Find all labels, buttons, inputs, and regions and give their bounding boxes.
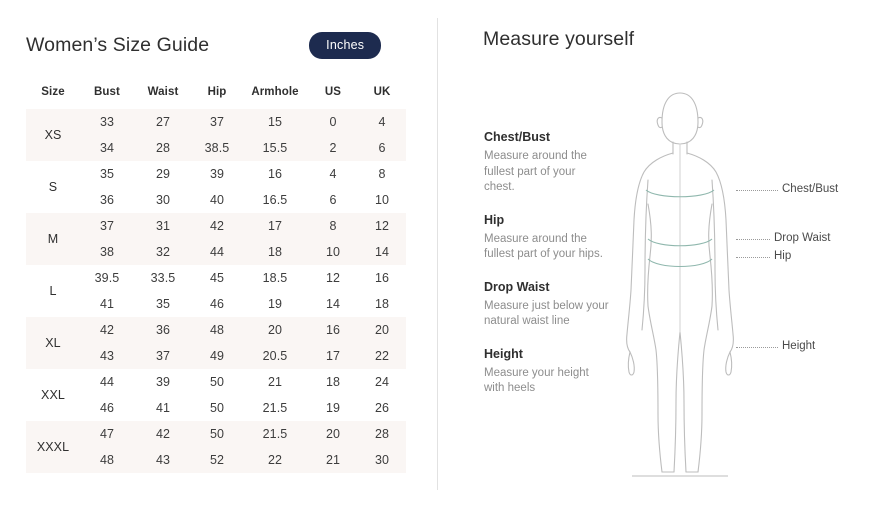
- cell-hip: 50: [192, 395, 242, 421]
- cell-hip: 48: [192, 317, 242, 343]
- cell-hip: 42: [192, 213, 242, 239]
- cell-us: 2: [308, 135, 358, 161]
- cell-bust: 37: [80, 213, 134, 239]
- cell-armhole: 15: [242, 109, 308, 135]
- leader-line-chest: [736, 190, 778, 191]
- cell-waist: 37: [134, 343, 192, 369]
- table-row: [26, 187, 406, 213]
- cell-waist: 29: [134, 161, 192, 187]
- cell-waist: 30: [134, 187, 192, 213]
- cell-bust: 39.5: [80, 265, 134, 291]
- table-row: [26, 239, 406, 265]
- table-row: [26, 317, 406, 343]
- cell-waist: 32: [134, 239, 192, 265]
- cell-hip: 39: [192, 161, 242, 187]
- size-label: S: [26, 161, 80, 213]
- cell-uk: 10: [358, 187, 406, 213]
- cell-us: 20: [308, 421, 358, 447]
- cell-armhole: 20.5: [242, 343, 308, 369]
- cell-us: 0: [308, 109, 358, 135]
- cell-uk: 14: [358, 239, 406, 265]
- cell-hip: 38.5: [192, 135, 242, 161]
- cell-uk: 24: [358, 369, 406, 395]
- cell-armhole: 21.5: [242, 395, 308, 421]
- cell-bust: 42: [80, 317, 134, 343]
- page-title: Women’s Size Guide: [26, 33, 210, 56]
- instruction-heading: Height: [484, 346, 523, 361]
- cell-uk: 26: [358, 395, 406, 421]
- cell-uk: 8: [358, 161, 406, 187]
- cell-waist: 42: [134, 421, 192, 447]
- cell-waist: 43: [134, 447, 192, 473]
- measurement-instructions: [484, 130, 609, 414]
- cell-armhole: 18: [242, 239, 308, 265]
- column-header-us: US: [308, 78, 358, 109]
- cell-uk: 12: [358, 213, 406, 239]
- cell-uk: 22: [358, 343, 406, 369]
- size-label: XXL: [26, 369, 80, 421]
- cell-hip: 45: [192, 265, 242, 291]
- cell-us: 18: [308, 369, 358, 395]
- instruction-body: Measure around the fullest part of your hips.: [484, 232, 603, 260]
- table-row: [26, 421, 406, 447]
- cell-bust: 36: [80, 187, 134, 213]
- leader-line-drop-waist: [736, 239, 770, 240]
- table-row: [26, 395, 406, 421]
- cell-us: 19: [308, 395, 358, 421]
- label-height: Height: [782, 340, 816, 352]
- cell-bust: 33: [80, 109, 134, 135]
- cell-bust: 43: [80, 343, 134, 369]
- cell-us: 21: [308, 447, 358, 473]
- table-row: [26, 135, 406, 161]
- instruction-heading: Hip: [484, 212, 505, 227]
- table-row: [26, 447, 406, 473]
- table-body: [26, 109, 406, 473]
- instruction-hip: [484, 213, 609, 263]
- cell-hip: 44: [192, 239, 242, 265]
- column-header-hip: Hip: [192, 78, 242, 109]
- cell-hip: 37: [192, 109, 242, 135]
- size-table: [26, 78, 406, 473]
- table-row: [26, 265, 406, 291]
- size-label: XL: [26, 317, 80, 369]
- cell-us: 6: [308, 187, 358, 213]
- cell-bust: 38: [80, 239, 134, 265]
- cell-waist: 36: [134, 317, 192, 343]
- label-hip: Hip: [774, 250, 792, 262]
- cell-uk: 28: [358, 421, 406, 447]
- instruction-body: Measure just below your natural waist line: [484, 299, 609, 327]
- cell-waist: 41: [134, 395, 192, 421]
- label-drop-waist: Drop Waist: [774, 232, 831, 244]
- figure-labels: [736, 84, 873, 484]
- cell-us: 12: [308, 265, 358, 291]
- cell-bust: 35: [80, 161, 134, 187]
- cell-waist: 35: [134, 291, 192, 317]
- table-row: [26, 213, 406, 239]
- cell-armhole: 15.5: [242, 135, 308, 161]
- cell-bust: 44: [80, 369, 134, 395]
- column-header-bust: Bust: [80, 78, 134, 109]
- table-row: [26, 343, 406, 369]
- instruction-heading: Chest/Bust: [484, 130, 550, 144]
- column-header-armhole: Armhole: [242, 78, 308, 109]
- cell-uk: 6: [358, 135, 406, 161]
- cell-armhole: 20: [242, 317, 308, 343]
- cell-hip: 52: [192, 447, 242, 473]
- cell-uk: 16: [358, 265, 406, 291]
- cell-waist: 39: [134, 369, 192, 395]
- table-row: [26, 109, 406, 135]
- cell-bust: 41: [80, 291, 134, 317]
- cell-bust: 46: [80, 395, 134, 421]
- size-label: M: [26, 213, 80, 265]
- cell-waist: 28: [134, 135, 192, 161]
- cell-hip: 40: [192, 187, 242, 213]
- table-row: [26, 291, 406, 317]
- cell-us: 17: [308, 343, 358, 369]
- size-label: L: [26, 265, 80, 317]
- cell-armhole: 16.5: [242, 187, 308, 213]
- cell-armhole: 16: [242, 161, 308, 187]
- cell-armhole: 21.5: [242, 421, 308, 447]
- instruction-chest-bust: [484, 130, 609, 196]
- cell-hip: 46: [192, 291, 242, 317]
- leader-line-height: [736, 347, 778, 348]
- title-row: [26, 28, 411, 62]
- column-header-uk: UK: [358, 78, 406, 109]
- cell-armhole: 19: [242, 291, 308, 317]
- cell-waist: 33.5: [134, 265, 192, 291]
- cell-armhole: 18.5: [242, 265, 308, 291]
- cell-us: 8: [308, 213, 358, 239]
- cell-us: 4: [308, 161, 358, 187]
- table-row: [26, 369, 406, 395]
- cell-bust: 47: [80, 421, 134, 447]
- cell-armhole: 22: [242, 447, 308, 473]
- instruction-body: Measure your height with heels: [484, 366, 589, 394]
- cell-uk: 30: [358, 447, 406, 473]
- cell-us: 10: [308, 239, 358, 265]
- table-header-row: [26, 78, 406, 109]
- instruction-height: [484, 347, 609, 397]
- measure-title: Measure yourself: [483, 28, 635, 50]
- cell-uk: 20: [358, 317, 406, 343]
- table-header: [26, 78, 406, 109]
- cell-armhole: 17: [242, 213, 308, 239]
- cell-hip: 49: [192, 343, 242, 369]
- cell-waist: 31: [134, 213, 192, 239]
- cell-us: 16: [308, 317, 358, 343]
- table-row: [26, 161, 406, 187]
- instruction-drop-waist: [484, 280, 609, 330]
- cell-uk: 18: [358, 291, 406, 317]
- size-label: XXXL: [26, 421, 80, 473]
- instruction-heading: Drop Waist: [484, 279, 550, 294]
- column-header-size: Size: [26, 78, 80, 109]
- cell-waist: 27: [134, 109, 192, 135]
- instruction-body: Measure around the fullest part of your chest.: [484, 150, 587, 193]
- cell-armhole: 21: [242, 369, 308, 395]
- cell-uk: 4: [358, 109, 406, 135]
- cell-bust: 48: [80, 447, 134, 473]
- size-label: XS: [26, 109, 80, 161]
- label-chest-bust: Chest/Bust: [782, 183, 839, 195]
- leader-line-hip: [736, 257, 770, 258]
- column-header-waist: Waist: [134, 78, 192, 109]
- cell-hip: 50: [192, 369, 242, 395]
- cell-bust: 34: [80, 135, 134, 161]
- cell-us: 14: [308, 291, 358, 317]
- unit-toggle-inches[interactable]: Inches: [309, 32, 381, 59]
- cell-hip: 50: [192, 421, 242, 447]
